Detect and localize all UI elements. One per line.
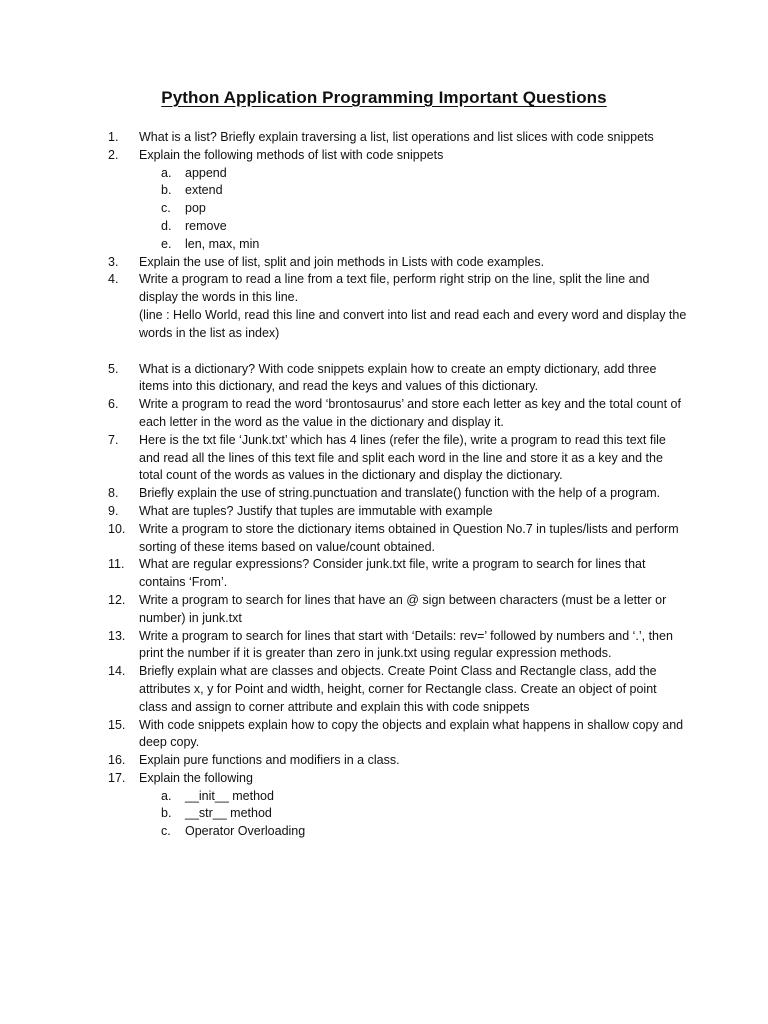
- question-text: Write a program to read the word ‘brontosaurus’ and store each letter as key and the total count of each letter in the word as the value in the dictionary and display it.: [139, 397, 681, 429]
- sub-text: Operator Overloading: [185, 824, 306, 839]
- sub-list: [139, 165, 688, 254]
- sub-item: [139, 823, 688, 841]
- question-number: 13.: [108, 628, 126, 643]
- question-item: [108, 592, 688, 628]
- question-number: 7.: [108, 432, 119, 447]
- question-number: 4.: [108, 272, 119, 287]
- sub-letter: a.: [161, 788, 172, 803]
- question-number: 6.: [108, 397, 119, 412]
- question-item: [108, 485, 688, 503]
- question-item: [108, 770, 688, 841]
- question-number: 5.: [108, 361, 119, 376]
- sub-text: __str__ method: [185, 806, 272, 821]
- question-item: [108, 396, 688, 432]
- sub-letter: d.: [161, 218, 172, 233]
- question-item: [108, 503, 688, 521]
- question-number: 9.: [108, 503, 119, 518]
- question-number: 10.: [108, 521, 126, 536]
- question-text: Write a program to search for lines that have an @ sign between characters (must be a letter or number) in junk.txt: [139, 592, 667, 625]
- sub-text: len, max, min: [185, 236, 260, 251]
- sub-item: [139, 182, 688, 200]
- question-item: [108, 521, 688, 557]
- sub-letter: c.: [161, 824, 171, 839]
- sub-text: pop: [185, 201, 206, 216]
- question-text: Write a program to store the dictionary items obtained in Question No.7 in tuples/lists and perform sorting of these items based on value/count obtained.: [139, 521, 679, 554]
- question-text: Write a program to search for lines that start with ‘Details: rev=’ followed by numbers and ‘.’, then print the number if it is greater than zero in junk.txt using regular expression methods.: [139, 628, 673, 661]
- question-item: [108, 129, 688, 147]
- question-item: [108, 717, 688, 753]
- question-item: [108, 628, 688, 664]
- sub-letter: c.: [161, 201, 171, 216]
- question-text: What are regular expressions? Consider junk.txt file, write a program to search for lines that contains ‘From’.: [139, 557, 646, 590]
- sub-letter: a.: [161, 165, 172, 180]
- question-number: 16.: [108, 753, 126, 768]
- sub-text: extend: [185, 183, 223, 198]
- question-text: Explain the following: [139, 770, 253, 785]
- question-item: [108, 147, 688, 254]
- sub-text: __init__ method: [185, 788, 274, 803]
- sub-letter: b.: [161, 806, 172, 821]
- question-number: 11.: [108, 557, 125, 572]
- question-item: [108, 556, 688, 592]
- sub-text: remove: [185, 218, 227, 233]
- question-text: What is a list? Briefly explain traversing a list, list operations and list slices with code snippets: [139, 130, 654, 144]
- question-text: Here is the txt file ‘Junk.txt’ which has 4 lines (refer the file), write a program to read this text file and read all the lines of this text file and split each word in the line and store it as a key and the total count of the words as values in the dictionary and display the dictionary.: [139, 432, 666, 483]
- question-item: [108, 361, 688, 397]
- question-text: With code snippets explain how to copy the objects and explain what happens in shallow copy and deep copy.: [139, 717, 684, 750]
- sub-item: [139, 200, 688, 218]
- question-text: Explain the use of list, split and join methods in Lists with code examples.: [139, 254, 545, 269]
- page-title: Python Application Programming Important Questions: [161, 88, 607, 107]
- question-item: [108, 432, 688, 485]
- question-item: [108, 663, 688, 716]
- question-number: 14.: [108, 664, 126, 679]
- question-number: 8.: [108, 486, 119, 501]
- sub-item: [139, 805, 688, 823]
- section-gap: [108, 343, 688, 361]
- sub-item: [139, 788, 688, 806]
- question-number: 15.: [108, 717, 126, 732]
- question-text: Briefly explain the use of string.punctuation and translate() function with the help of a program.: [139, 486, 661, 501]
- question-text: Explain the following methods of list with code snippets: [139, 147, 444, 162]
- sub-letter: e.: [161, 236, 172, 251]
- question-item: [108, 254, 688, 272]
- question-item: [108, 271, 688, 342]
- sub-item: [139, 236, 688, 254]
- sub-list: [139, 788, 688, 841]
- question-number: 17.: [108, 770, 126, 785]
- question-text: Briefly explain what are classes and objects. Create Point Class and Rectangle class, add the attributes x, y for Point and width, height, corner for Rectangle class. Create an object of point class and assign to corner attribute and explain this with code snippets: [139, 664, 657, 714]
- sub-letter: b.: [161, 183, 172, 198]
- sub-item: [139, 218, 688, 236]
- question-list: [108, 129, 688, 841]
- question-text: Explain pure functions and modifiers in a class.: [139, 753, 400, 768]
- sub-item: [139, 165, 688, 183]
- sub-text: append: [185, 165, 227, 180]
- question-text: What are tuples? Justify that tuples are immutable with example: [139, 503, 493, 518]
- question-number: 12.: [108, 592, 126, 607]
- question-number: 2.: [108, 147, 119, 162]
- question-number: 3.: [108, 254, 119, 269]
- question-text: What is a dictionary? With code snippets explain how to create an empty dictionary, add three items into this dictionary, and read the keys and values of this dictionary.: [139, 361, 657, 394]
- question-text: Write a program to read a line from a text file, perform right strip on the line, split the line and display the words in this line. (line : Hello World, read this line and convert into list and read each and every word and display the words in the list as index): [139, 272, 687, 340]
- question-number: 1.: [108, 130, 119, 144]
- question-item: [108, 752, 688, 770]
